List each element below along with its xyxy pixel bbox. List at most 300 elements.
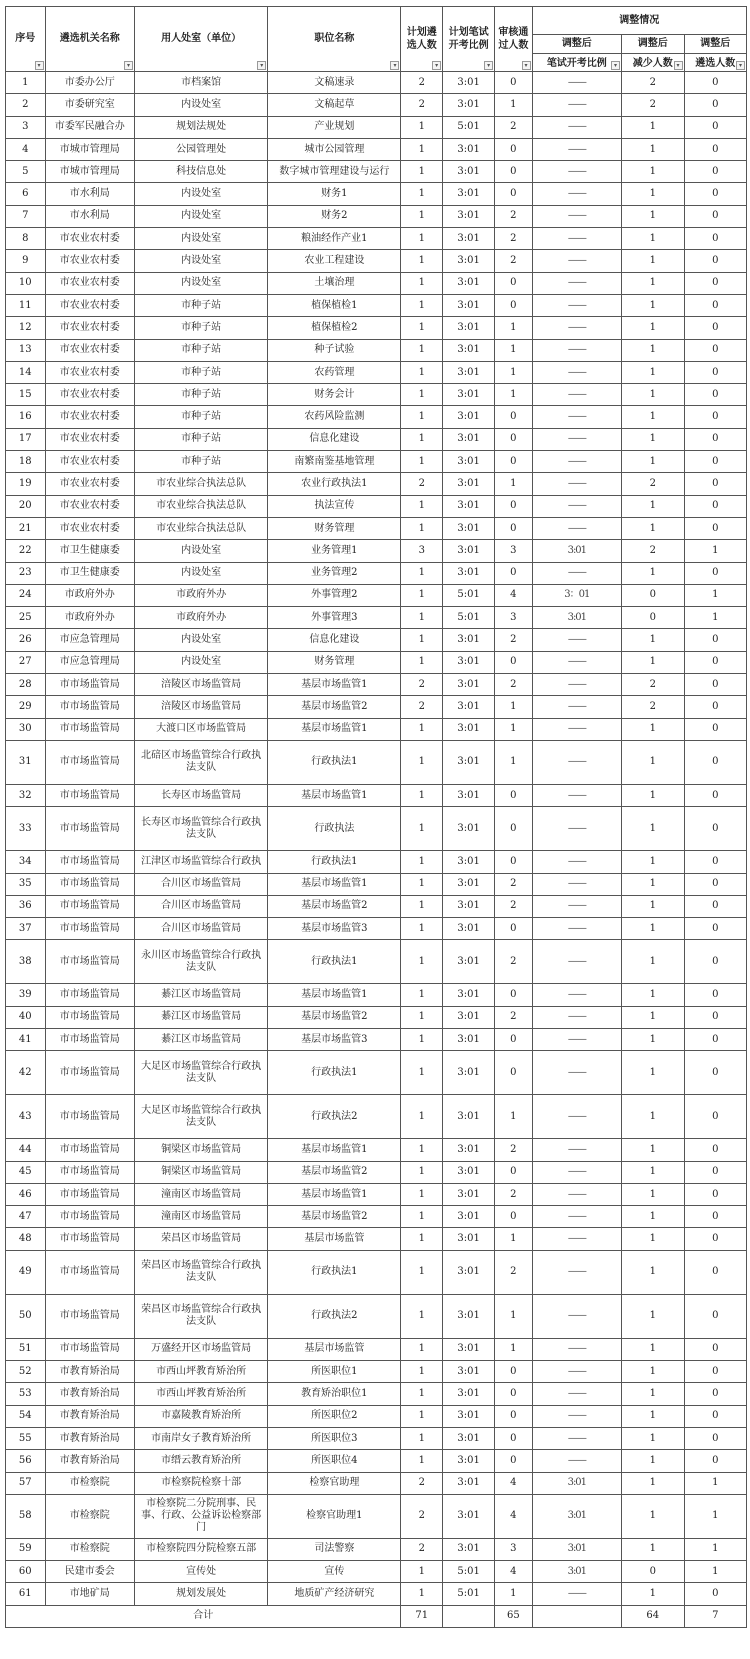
cell-passed: 0	[495, 807, 532, 851]
cell-passed: 4	[495, 1494, 532, 1538]
cell-select: 0	[684, 72, 747, 94]
dropdown-filter-icon[interactable]: ▾	[736, 61, 745, 70]
cell-ratio: 3:01	[443, 807, 495, 851]
cell-reduce: 1	[622, 1338, 684, 1360]
total-passed: 65	[495, 1605, 532, 1627]
table-row	[6, 339, 747, 361]
cell-post: 检察官助理	[268, 1472, 401, 1494]
cell-seq: 14	[6, 361, 46, 383]
cell-plan: 1	[401, 807, 443, 851]
cell-passed: 2	[495, 228, 532, 250]
cell-post: 司法警察	[268, 1538, 401, 1560]
cell-dept: 内设处室	[135, 228, 268, 250]
cell-reduce: 1	[622, 451, 684, 473]
cell-ratio: 3:01	[443, 1538, 495, 1560]
cell-adj-ratio: ——	[532, 1450, 622, 1472]
cell-adj-ratio: ——	[532, 228, 622, 250]
cell-post: 财务1	[268, 183, 401, 205]
cell-passed: 2	[495, 873, 532, 895]
cell-ratio: 3:01	[443, 451, 495, 473]
table-row	[6, 72, 747, 94]
cell-reduce: 1	[622, 940, 684, 984]
cell-adj-ratio: ——	[532, 406, 622, 428]
cell-org: 市市场监管局	[45, 740, 135, 784]
cell-post: 农药风险监测	[268, 406, 401, 428]
cell-adj-ratio: ——	[532, 1206, 622, 1228]
cell-passed: 2	[495, 895, 532, 917]
cell-ratio: 3:01	[443, 851, 495, 873]
cell-plan: 1	[401, 784, 443, 806]
cell-passed: 0	[495, 984, 532, 1006]
cell-seq: 13	[6, 339, 46, 361]
cell-passed: 1	[495, 718, 532, 740]
cell-post: 所医职位4	[268, 1450, 401, 1472]
cell-plan: 2	[401, 72, 443, 94]
table-row	[6, 317, 747, 339]
dropdown-filter-icon[interactable]: ▾	[124, 61, 133, 70]
cell-seq: 44	[6, 1139, 46, 1161]
cell-passed: 0	[495, 517, 532, 539]
cell-select: 0	[684, 406, 747, 428]
table-row	[6, 562, 747, 584]
cell-ratio: 3:01	[443, 873, 495, 895]
table-row	[6, 161, 747, 183]
cell-seq: 34	[6, 851, 46, 873]
cell-passed: 0	[495, 784, 532, 806]
cell-reduce: 1	[622, 1206, 684, 1228]
dropdown-filter-icon[interactable]: ▾	[611, 61, 620, 70]
cell-dept: 规划法规处	[135, 116, 268, 138]
cell-org: 市市场监管局	[45, 1006, 135, 1028]
cell-adj-ratio: ——	[532, 1383, 622, 1405]
cell-reduce: 1	[622, 339, 684, 361]
cell-passed: 0	[495, 428, 532, 450]
cell-reduce: 1	[622, 317, 684, 339]
cell-reduce: 1	[622, 629, 684, 651]
cell-plan: 1	[401, 406, 443, 428]
cell-dept: 市种子站	[135, 361, 268, 383]
cell-org: 市教育矫治局	[45, 1450, 135, 1472]
header-org: 遴选机关名称 ▾	[45, 7, 135, 72]
cell-plan: 1	[401, 584, 443, 606]
header-adj-reduce	[622, 35, 684, 72]
cell-dept: 科技信息处	[135, 161, 268, 183]
cell-adj-ratio: ——	[532, 629, 622, 651]
cell-seq: 2	[6, 94, 46, 116]
cell-ratio: 3:01	[443, 1206, 495, 1228]
cell-post: 财务管理	[268, 651, 401, 673]
total-reduce: 64	[622, 1605, 684, 1627]
table-row	[6, 1095, 747, 1139]
table-footer	[6, 1605, 747, 1627]
cell-seq: 43	[6, 1095, 46, 1139]
cell-post: 所医职位2	[268, 1405, 401, 1427]
cell-org: 市卫生健康委	[45, 540, 135, 562]
cell-org: 市市场监管局	[45, 984, 135, 1006]
cell-plan: 1	[401, 183, 443, 205]
cell-plan: 1	[401, 1405, 443, 1427]
cell-org: 市市场监管局	[45, 1028, 135, 1050]
cell-ratio: 3:01	[443, 294, 495, 316]
cell-seq: 21	[6, 517, 46, 539]
cell-dept: 市检察院二分院刑事、民事、行政、公益诉讼检察部门	[135, 1494, 268, 1538]
cell-passed: 1	[495, 1095, 532, 1139]
cell-adj-ratio: ——	[532, 718, 622, 740]
dropdown-filter-icon[interactable]: ▾	[432, 61, 441, 70]
cell-post: 基层市场监管	[268, 1228, 401, 1250]
cell-passed: 1	[495, 740, 532, 784]
cell-seq: 56	[6, 1450, 46, 1472]
cell-plan: 2	[401, 1472, 443, 1494]
cell-org: 市教育矫治局	[45, 1405, 135, 1427]
dropdown-filter-icon[interactable]: ▾	[522, 61, 531, 70]
cell-adj-ratio: ——	[532, 784, 622, 806]
cell-reduce: 1	[622, 228, 684, 250]
dropdown-filter-icon[interactable]: ▾	[390, 61, 399, 70]
cell-post: 业务管理2	[268, 562, 401, 584]
cell-post: 城市公园管理	[268, 138, 401, 160]
cell-passed: 1	[495, 473, 532, 495]
cell-reduce: 1	[622, 895, 684, 917]
cell-org: 市市场监管局	[45, 1161, 135, 1183]
cell-plan: 1	[401, 384, 443, 406]
cell-adj-ratio: ——	[532, 1139, 622, 1161]
cell-plan: 1	[401, 116, 443, 138]
cell-select: 0	[684, 807, 747, 851]
header-dept: 用人处室（单位） ▾	[135, 7, 268, 72]
cell-select: 0	[684, 1338, 747, 1360]
table-body	[6, 72, 747, 1606]
cell-seq: 26	[6, 629, 46, 651]
cell-select: 0	[684, 1427, 747, 1449]
cell-org: 市教育矫治局	[45, 1427, 135, 1449]
cell-reduce: 1	[622, 161, 684, 183]
cell-adj-ratio: ——	[532, 94, 622, 116]
cell-select: 0	[684, 873, 747, 895]
cell-ratio: 3:01	[443, 94, 495, 116]
cell-dept: 永川区市场监管综合行政执法支队	[135, 940, 268, 984]
cell-select: 0	[684, 1095, 747, 1139]
cell-select: 1	[684, 1494, 747, 1538]
cell-plan: 1	[401, 339, 443, 361]
cell-select: 0	[684, 895, 747, 917]
cell-dept: 涪陵区市场监管局	[135, 696, 268, 718]
cell-reduce: 2	[622, 696, 684, 718]
table-row	[6, 183, 747, 205]
cell-seq: 42	[6, 1051, 46, 1095]
cell-adj-ratio: 3:01	[532, 1538, 622, 1560]
cell-ratio: 3:01	[443, 674, 495, 696]
cell-plan: 1	[401, 651, 443, 673]
cell-seq: 3	[6, 116, 46, 138]
cell-reduce: 1	[622, 250, 684, 272]
cell-passed: 1	[495, 317, 532, 339]
table-row	[6, 272, 747, 294]
cell-post: 南繁南鉴基地管理	[268, 451, 401, 473]
header-adj-reduce-bottom: 减少人数	[632, 57, 673, 69]
cell-dept: 大渡口区市场监管局	[135, 718, 268, 740]
cell-org: 市农业农村委	[45, 317, 135, 339]
cell-ratio: 3:01	[443, 1405, 495, 1427]
cell-select: 0	[684, 1161, 747, 1183]
cell-reduce: 1	[622, 1161, 684, 1183]
cell-org: 市政府外办	[45, 607, 135, 629]
cell-passed: 3	[495, 607, 532, 629]
cell-dept: 市西山坪教育矫治所	[135, 1361, 268, 1383]
cell-dept: 内设处室	[135, 272, 268, 294]
cell-seq: 9	[6, 250, 46, 272]
cell-ratio: 3:01	[443, 696, 495, 718]
cell-dept: 市农业综合执法总队	[135, 517, 268, 539]
cell-ratio: 3:01	[443, 272, 495, 294]
dropdown-filter-icon[interactable]: ▾	[257, 61, 266, 70]
cell-adj-ratio: ——	[532, 1583, 622, 1605]
cell-adj-ratio: ——	[532, 473, 622, 495]
cell-ratio: 5:01	[443, 607, 495, 629]
cell-post: 外事管理3	[268, 607, 401, 629]
cell-post: 财务2	[268, 205, 401, 227]
table-row	[6, 1472, 747, 1494]
cell-select: 1	[684, 607, 747, 629]
cell-dept: 内设处室	[135, 205, 268, 227]
table-row	[6, 984, 747, 1006]
cell-reduce: 1	[622, 384, 684, 406]
cell-ratio: 3:01	[443, 228, 495, 250]
cell-plan: 1	[401, 205, 443, 227]
cell-plan: 1	[401, 984, 443, 1006]
table-row	[6, 1538, 747, 1560]
cell-ratio: 3:01	[443, 1472, 495, 1494]
cell-passed: 0	[495, 651, 532, 673]
cell-post: 基层市场监管3	[268, 918, 401, 940]
cell-seq: 40	[6, 1006, 46, 1028]
table-row	[6, 1006, 747, 1028]
cell-reduce: 1	[622, 1294, 684, 1338]
cell-ratio: 3:01	[443, 784, 495, 806]
cell-seq: 49	[6, 1250, 46, 1294]
cell-passed: 2	[495, 1183, 532, 1205]
cell-seq: 30	[6, 718, 46, 740]
dropdown-filter-icon[interactable]: ▾	[35, 61, 44, 70]
cell-dept: 市南岸女子教育矫治所	[135, 1427, 268, 1449]
cell-post: 文稿起草	[268, 94, 401, 116]
cell-seq: 57	[6, 1472, 46, 1494]
cell-adj-ratio: ——	[532, 1250, 622, 1294]
cell-dept: 市检察院检察十部	[135, 1472, 268, 1494]
cell-passed: 2	[495, 1006, 532, 1028]
cell-adj-ratio: ——	[532, 1361, 622, 1383]
table-row	[6, 138, 747, 160]
cell-reduce: 1	[622, 1051, 684, 1095]
cell-reduce: 1	[622, 361, 684, 383]
cell-plan: 1	[401, 451, 443, 473]
cell-org: 市农业农村委	[45, 451, 135, 473]
cell-adj-ratio: ——	[532, 696, 622, 718]
cell-select: 0	[684, 361, 747, 383]
header-adj-ratio	[532, 35, 622, 72]
table-row	[6, 517, 747, 539]
cell-post: 产业规划	[268, 116, 401, 138]
cell-org: 市农业农村委	[45, 250, 135, 272]
cell-ratio: 3:01	[443, 1051, 495, 1095]
cell-passed: 2	[495, 1139, 532, 1161]
cell-dept: 万盛经开区市场监管局	[135, 1338, 268, 1360]
cell-post: 基层市场监管2	[268, 1206, 401, 1228]
cell-dept: 铜梁区市场监管局	[135, 1139, 268, 1161]
cell-dept: 内设处室	[135, 94, 268, 116]
cell-post: 财务管理	[268, 517, 401, 539]
cell-ratio: 3:01	[443, 517, 495, 539]
cell-plan: 1	[401, 361, 443, 383]
cell-reduce: 1	[622, 183, 684, 205]
table-row	[6, 384, 747, 406]
header-plan: 计划遴选人数 ▾	[401, 7, 443, 72]
cell-reduce: 1	[622, 1139, 684, 1161]
cell-reduce: 1	[622, 495, 684, 517]
dropdown-filter-icon[interactable]: ▾	[674, 61, 683, 70]
cell-seq: 20	[6, 495, 46, 517]
cell-passed: 0	[495, 562, 532, 584]
cell-passed: 0	[495, 1028, 532, 1050]
cell-select: 0	[684, 984, 747, 1006]
cell-reduce: 1	[622, 1472, 684, 1494]
cell-adj-ratio: ——	[532, 116, 622, 138]
table-row	[6, 205, 747, 227]
cell-passed: 0	[495, 1405, 532, 1427]
table-row	[6, 1139, 747, 1161]
cell-ratio: 3:01	[443, 1006, 495, 1028]
cell-reduce: 1	[622, 1405, 684, 1427]
cell-seq: 36	[6, 895, 46, 917]
cell-ratio: 3:01	[443, 138, 495, 160]
cell-adj-ratio: ——	[532, 1095, 622, 1139]
cell-reduce: 1	[622, 1028, 684, 1050]
cell-plan: 1	[401, 228, 443, 250]
cell-dept: 市种子站	[135, 406, 268, 428]
cell-adj-ratio: ——	[532, 740, 622, 784]
cell-dept: 市档案馆	[135, 72, 268, 94]
cell-dept: 大足区市场监管综合行政执法支队	[135, 1095, 268, 1139]
cell-dept: 市嘉陵教育矫治所	[135, 1405, 268, 1427]
cell-adj-ratio: 3:01	[532, 1472, 622, 1494]
cell-reduce: 1	[622, 1383, 684, 1405]
cell-post: 文稿速录	[268, 72, 401, 94]
cell-post: 行政执法1	[268, 740, 401, 784]
cell-seq: 35	[6, 873, 46, 895]
cell-select: 0	[684, 451, 747, 473]
cell-dept: 市农业综合执法总队	[135, 473, 268, 495]
cell-plan: 1	[401, 1361, 443, 1383]
header-adjust-group: 调整情况	[532, 7, 746, 35]
cell-passed: 1	[495, 1294, 532, 1338]
header-passed: 审核通过人数 ▾	[495, 7, 532, 72]
cell-org: 市农业农村委	[45, 428, 135, 450]
cell-reduce: 1	[622, 1006, 684, 1028]
cell-select: 0	[684, 94, 747, 116]
cell-org: 市卫生健康委	[45, 562, 135, 584]
cell-ratio: 3:01	[443, 740, 495, 784]
cell-passed: 0	[495, 183, 532, 205]
cell-ratio: 3:01	[443, 718, 495, 740]
cell-post: 基层市场监管2	[268, 895, 401, 917]
cell-reduce: 2	[622, 540, 684, 562]
cell-plan: 1	[401, 250, 443, 272]
cell-adj-ratio: ——	[532, 72, 622, 94]
cell-post: 所医职位1	[268, 1361, 401, 1383]
cell-org: 市水利局	[45, 183, 135, 205]
cell-ratio: 3:01	[443, 562, 495, 584]
cell-select: 0	[684, 674, 747, 696]
cell-select: 1	[684, 1561, 747, 1583]
cell-dept: 长寿区市场监管局	[135, 784, 268, 806]
cell-adj-ratio: 3:01	[532, 1561, 622, 1583]
table-row	[6, 607, 747, 629]
total-select: 7	[684, 1605, 747, 1627]
cell-adj-ratio: ——	[532, 918, 622, 940]
cell-plan: 1	[401, 1006, 443, 1028]
cell-seq: 8	[6, 228, 46, 250]
cell-post: 数字城市管理建设与运行	[268, 161, 401, 183]
cell-org: 市市场监管局	[45, 918, 135, 940]
cell-dept: 市种子站	[135, 384, 268, 406]
cell-post: 所医职位3	[268, 1427, 401, 1449]
dropdown-filter-icon[interactable]: ▾	[484, 61, 493, 70]
cell-adj-ratio: ——	[532, 1294, 622, 1338]
cell-passed: 0	[495, 72, 532, 94]
cell-ratio: 3:01	[443, 183, 495, 205]
cell-seq: 15	[6, 384, 46, 406]
cell-reduce: 1	[622, 1538, 684, 1560]
cell-ratio: 3:01	[443, 1183, 495, 1205]
table-row	[6, 1494, 747, 1538]
cell-org: 市教育矫治局	[45, 1383, 135, 1405]
cell-adj-ratio: ——	[532, 1183, 622, 1205]
cell-plan: 1	[401, 562, 443, 584]
cell-seq: 31	[6, 740, 46, 784]
cell-org: 市农业农村委	[45, 406, 135, 428]
cell-select: 0	[684, 495, 747, 517]
cell-org: 市市场监管局	[45, 1338, 135, 1360]
cell-select: 0	[684, 317, 747, 339]
cell-select: 0	[684, 205, 747, 227]
table-row	[6, 740, 747, 784]
cell-post: 基层市场监管2	[268, 1161, 401, 1183]
cell-ratio: 3:01	[443, 984, 495, 1006]
cell-dept: 内设处室	[135, 629, 268, 651]
cell-plan: 1	[401, 272, 443, 294]
cell-org: 市市场监管局	[45, 784, 135, 806]
cell-adj-ratio: ——	[532, 250, 622, 272]
cell-plan: 1	[401, 317, 443, 339]
cell-ratio: 3:01	[443, 1095, 495, 1139]
cell-org: 市市场监管局	[45, 1051, 135, 1095]
cell-adj-ratio: 3:01	[532, 607, 622, 629]
cell-adj-ratio: ——	[532, 138, 622, 160]
table-row	[6, 1161, 747, 1183]
cell-plan: 2	[401, 1538, 443, 1560]
cell-ratio: 3:01	[443, 1139, 495, 1161]
cell-plan: 1	[401, 629, 443, 651]
cell-select: 0	[684, 183, 747, 205]
cell-dept: 市缙云教育矫治所	[135, 1450, 268, 1472]
cell-passed: 0	[495, 161, 532, 183]
cell-plan: 1	[401, 517, 443, 539]
cell-reduce: 1	[622, 1361, 684, 1383]
cell-dept: 内设处室	[135, 562, 268, 584]
cell-reduce: 1	[622, 428, 684, 450]
table-row	[6, 1361, 747, 1383]
cell-ratio: 3:01	[443, 940, 495, 984]
